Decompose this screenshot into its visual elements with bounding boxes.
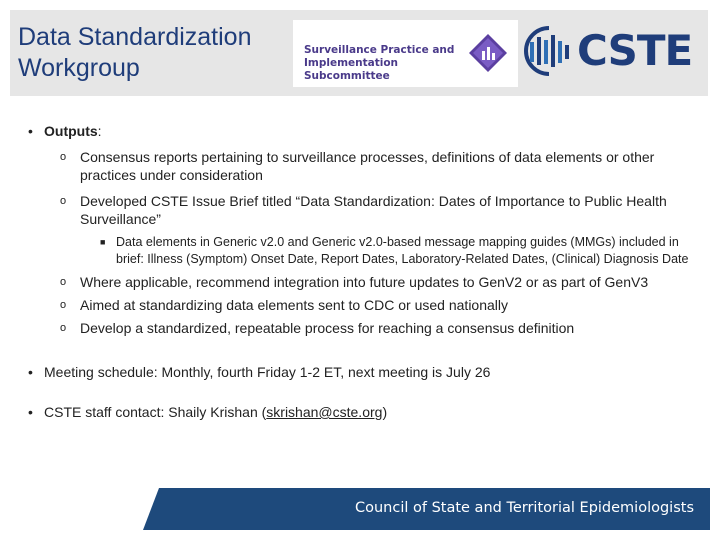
outputs-bullet: • Outputs: <box>28 123 102 139</box>
bullet-icon: • <box>28 123 33 139</box>
list-item: o Aimed at standardizing data elements sent to CDC or used nationally <box>60 297 509 313</box>
spis-diamond-icon <box>468 33 508 73</box>
footer-banner <box>143 488 710 530</box>
circle-o-icon: o <box>60 151 67 163</box>
cste-mark-icon <box>524 26 574 76</box>
square-icon: ■ <box>100 237 106 247</box>
list-item: o Develop a standardized, repeatable process for reaching a consensus definition <box>60 320 575 336</box>
spis-logo <box>293 20 518 87</box>
bullet-icon: • <box>28 404 33 420</box>
sub-list-item: ■ Data elements in Generic v2.0 and Generic v2.0-based message mapping guides (MMGs) included in brief: Illness (Symptom) Onset Date, Report Dates, Laboratory-Related Dates, (Clinical) Diagnosis Date <box>100 235 689 266</box>
meeting-bullet: • Meeting schedule: Monthly, fourth Friday 1-2 ET, next meeting is July 26 <box>28 364 491 380</box>
circle-o-icon: o <box>60 195 67 207</box>
circle-o-icon: o <box>60 299 67 311</box>
outputs-label: Outputs <box>44 123 98 139</box>
cste-wordmark: CSTE <box>577 26 693 75</box>
contact-bullet: • CSTE staff contact: Shaily Krishan (skrishan@cste.org) <box>28 404 388 420</box>
contact-email-link[interactable]: skrishan@cste.org <box>266 404 383 420</box>
list-item: o Developed CSTE Issue Brief titled “Data Standardization: Dates of Importance to Public Health Surveillance” <box>60 193 667 227</box>
title-line-2: Workgroup <box>18 54 140 82</box>
cste-logo <box>524 24 694 80</box>
title-line-1: Data Standardization <box>18 23 252 51</box>
list-item: o Consensus reports pertaining to surveillance processes, definitions of data elements or other practices under consideration <box>60 149 655 183</box>
bullet-icon: • <box>28 364 33 380</box>
circle-o-icon: o <box>60 276 67 288</box>
list-item: o Where applicable, recommend integration into future updates to GenV2 or as part of GenV3 <box>60 274 649 290</box>
footer-text: Council of State and Territorial Epidemiologists <box>354 500 694 516</box>
circle-o-icon: o <box>60 322 67 334</box>
slide-body <box>28 122 698 421</box>
slide-title <box>18 22 251 84</box>
spis-logo-text: Surveillance Practice and Implementation Subcommittee <box>304 44 455 82</box>
